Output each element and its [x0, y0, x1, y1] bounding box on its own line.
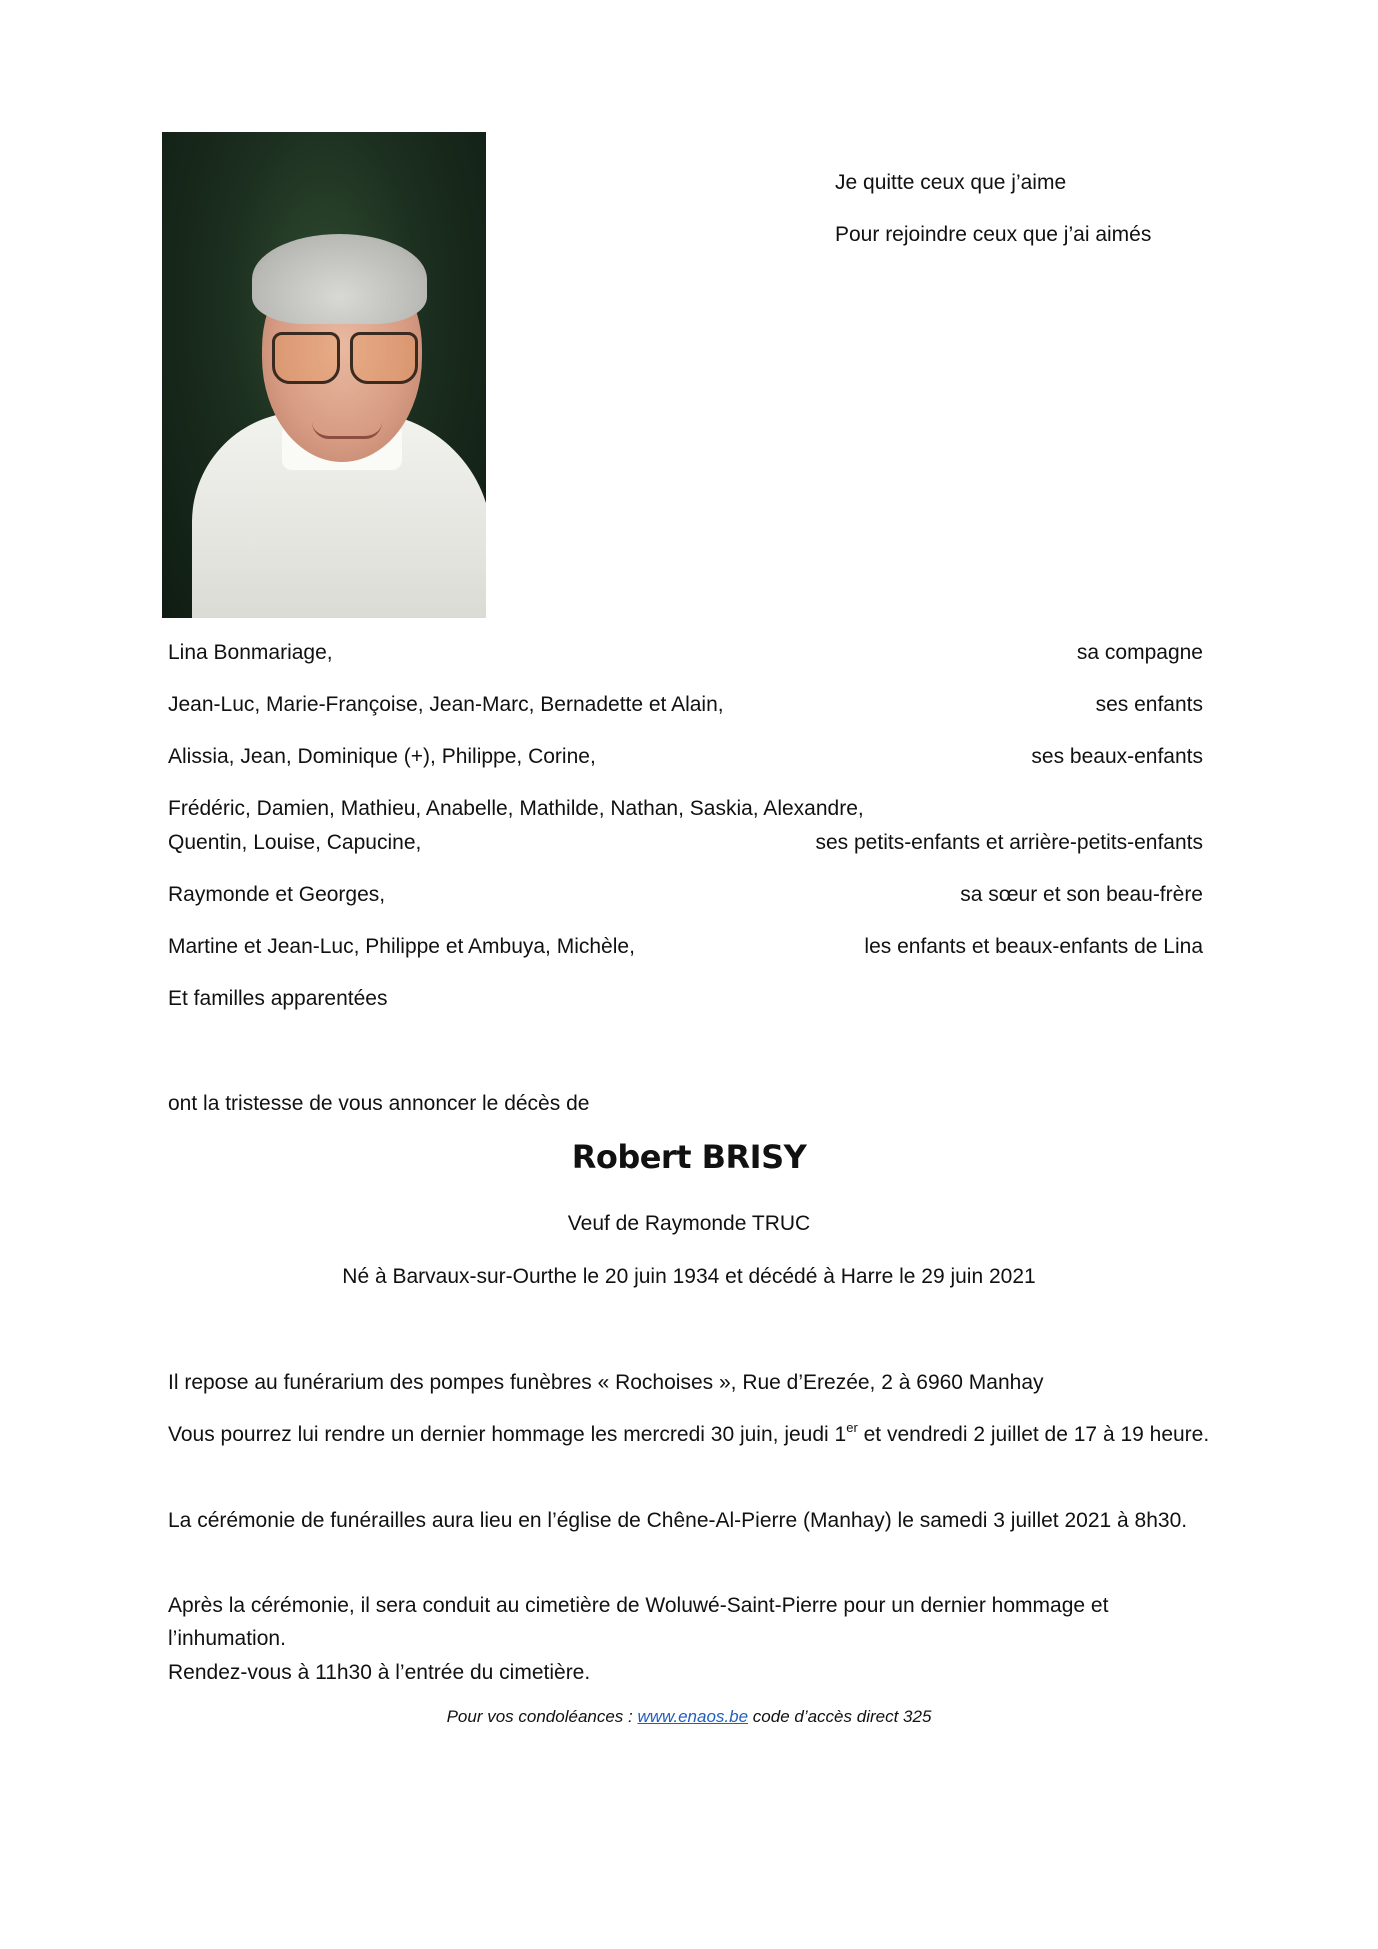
family-relation-5: les enfants et beaux-enfants de Lina	[864, 935, 1203, 958]
ceremony-paragraph: La cérémonie de funérailles aura lieu en l’église de Chêne-Al-Pierre (Manhay) le samedi 3 juillet 2021 à 8h30.	[168, 1509, 1188, 1532]
condolences-footer	[0, 1705, 1378, 1729]
meeting-line: Rendez-vous à 11h30 à l’entrée du cimetière.	[168, 1661, 591, 1684]
tribute-paragraph	[168, 1418, 1228, 1451]
tribute-text-start: Vous pourrez lui rendre un dernier hommage les mercredi 30 juin, jeudi 1	[168, 1423, 847, 1446]
deceased-name: Robert BRISY	[571, 1138, 807, 1176]
portrait-mouth	[312, 422, 382, 439]
family-relation-1: ses enfants	[1095, 693, 1203, 716]
family-relation-0: sa compagne	[1076, 641, 1203, 664]
family-relation-2: ses beaux-enfants	[1031, 745, 1203, 768]
widower-line: Veuf de Raymonde TRUC	[567, 1212, 811, 1235]
tribute-superscript: er	[846, 1420, 858, 1435]
family-names-4: Raymonde et Georges,	[168, 883, 386, 906]
family-names-5: Martine et Jean-Luc, Philippe et Ambuya, Michèle,	[168, 935, 635, 958]
dates-line: Né à Barvaux-sur-Ourthe le 20 juin 1934 et décédé à Harre le 29 juin 2021	[342, 1265, 1036, 1288]
footer-prefix: Pour vos condoléances :	[446, 1707, 638, 1726]
family-names-1: Jean-Luc, Marie-Françoise, Jean-Marc, Bernadette et Alain,	[168, 693, 724, 716]
family-names-6: Et familles apparentées	[168, 987, 388, 1010]
enaos-link[interactable]: www.enaos.be	[637, 1707, 749, 1726]
family-relation-3: ses petits-enfants et arrière-petits-enfants	[815, 831, 1203, 854]
family-names-0: Lina Bonmariage,	[168, 641, 333, 664]
burial-paragraph: Après la cérémonie, il sera conduit au cimetière de Woluwé-Saint-Pierre pour un dernier hommage et l’inhumation.	[168, 1594, 1109, 1650]
portrait-hair	[252, 234, 427, 324]
family-names-2: Alissia, Jean, Dominique (+), Philippe, Corine,	[168, 745, 596, 768]
portrait-lens-right	[350, 332, 418, 384]
family-names-3: Frédéric, Damien, Mathieu, Anabelle, Mathilde, Nathan, Saskia, Alexandre,	[168, 797, 864, 820]
quote-line-2: Pour rejoindre ceux que j’ai aimés	[835, 223, 1152, 246]
footer-suffix: code d’accès direct 325	[748, 1707, 932, 1726]
tribute-text-end: et vendredi 2 juillet de 17 à 19 heure.	[857, 1423, 1210, 1446]
rest-paragraph: Il repose au funérarium des pompes funèbres « Rochoises », Rue d’Erezée, 2 à 6960 Manhay	[168, 1371, 1044, 1394]
portrait-glasses	[272, 332, 422, 382]
announcement: ont la tristesse de vous annoncer le décès de	[168, 1092, 590, 1115]
portrait-lens-left	[272, 332, 340, 384]
family-names-3b: Quentin, Louise, Capucine,	[168, 831, 422, 854]
portrait-photo	[162, 132, 486, 618]
family-relation-4: sa sœur et son beau-frère	[960, 883, 1203, 906]
quote-line-1: Je quitte ceux que j’aime	[835, 171, 1067, 194]
